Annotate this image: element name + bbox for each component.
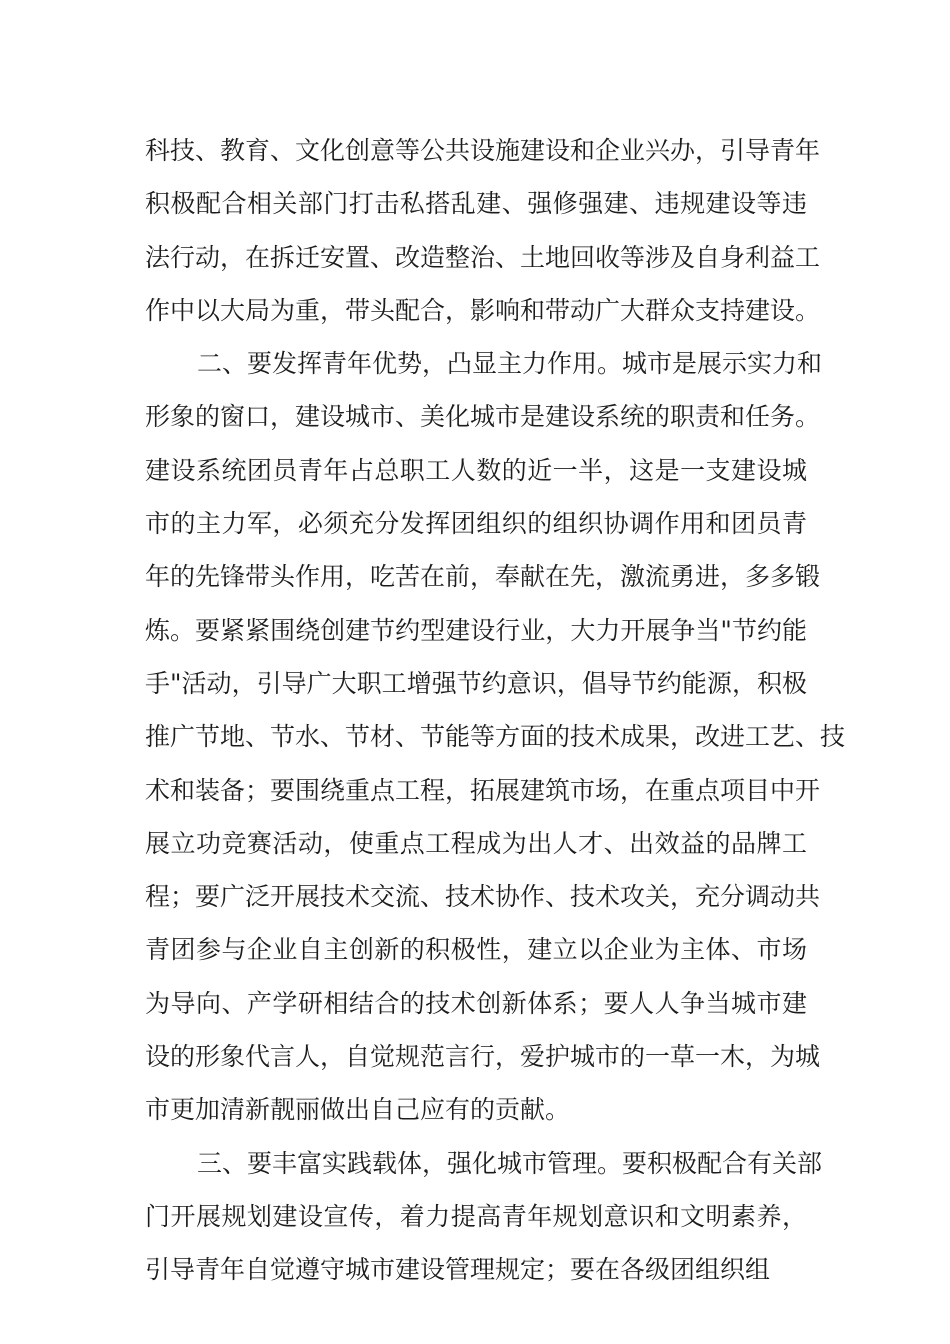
- text-line: 市的主力军，必须充分发挥团组织的组织协调作用和团员青: [145, 509, 807, 539]
- text-line: 程；要广泛开展技术交流、技术协作、技术攻关，充分调动共: [145, 882, 821, 912]
- section-heading-line: 三、要丰富实践载体，强化城市管理。要积极配合有关部: [197, 1148, 823, 1178]
- text-line: 推广节地、节水、节材、节能等方面的技术成果，改进工艺、技: [145, 722, 846, 752]
- text-line: 青团参与企业自主创新的积极性，建立以企业为主体、市场: [145, 935, 807, 965]
- text-line: 形象的窗口，建设城市、美化城市是建设系统的职责和任务。: [145, 402, 821, 432]
- text-line: 术和装备；要围绕重点工程，拓展建筑市场，在重点项目中开: [145, 775, 821, 805]
- text-line: 年的先锋带头作用，吃苦在前，奉献在先，激流勇进，多多锻: [145, 562, 821, 592]
- text-line: 引导青年自觉遵守城市建设管理规定；要在各级团组织组: [145, 1255, 771, 1285]
- paragraph-end-line: 市更加清新靓丽做出自己应有的贡献。: [145, 1095, 571, 1125]
- text-line: 积极配合相关部门打击私搭乱建、强修强建、违规建设等违: [145, 189, 807, 219]
- text-line: 建设系统团员青年占总职工人数的近一半，这是一支建设城: [145, 455, 807, 485]
- text-line: 为导向、产学研相结合的技术创新体系；要人人争当城市建: [145, 988, 807, 1018]
- text-line: 科技、教育、文化创意等公共设施建设和企业兴办，引导青年: [145, 136, 821, 165]
- document-page: [145, 124, 846, 1297]
- text-line: 法行动，在拆迁安置、改造整治、土地回收等涉及自身利益工: [145, 242, 821, 272]
- text-line: 设的形象代言人，自觉规范言行，爱护城市的一草一木，为城: [145, 1042, 821, 1072]
- text-line: 门开展规划建设宣传，着力提高青年规划意识和文明素养，: [145, 1201, 807, 1231]
- text-line: 作中以大局为重，带头配合，影响和带动广大群众支持建设。: [145, 295, 821, 325]
- text-line: 手"活动，引导广大职工增强节约意识，倡导节约能源，积极: [145, 668, 807, 698]
- text-line: 展立功竞赛活动，使重点工程成为出人才、出效益的品牌工: [145, 828, 807, 858]
- section-heading-line: 二、要发挥青年优势，凸显主力作用。城市是展示实力和: [197, 349, 823, 379]
- text-line: 炼。要紧紧围绕创建节约型建设行业，大力开展争当"节约能: [145, 615, 807, 645]
